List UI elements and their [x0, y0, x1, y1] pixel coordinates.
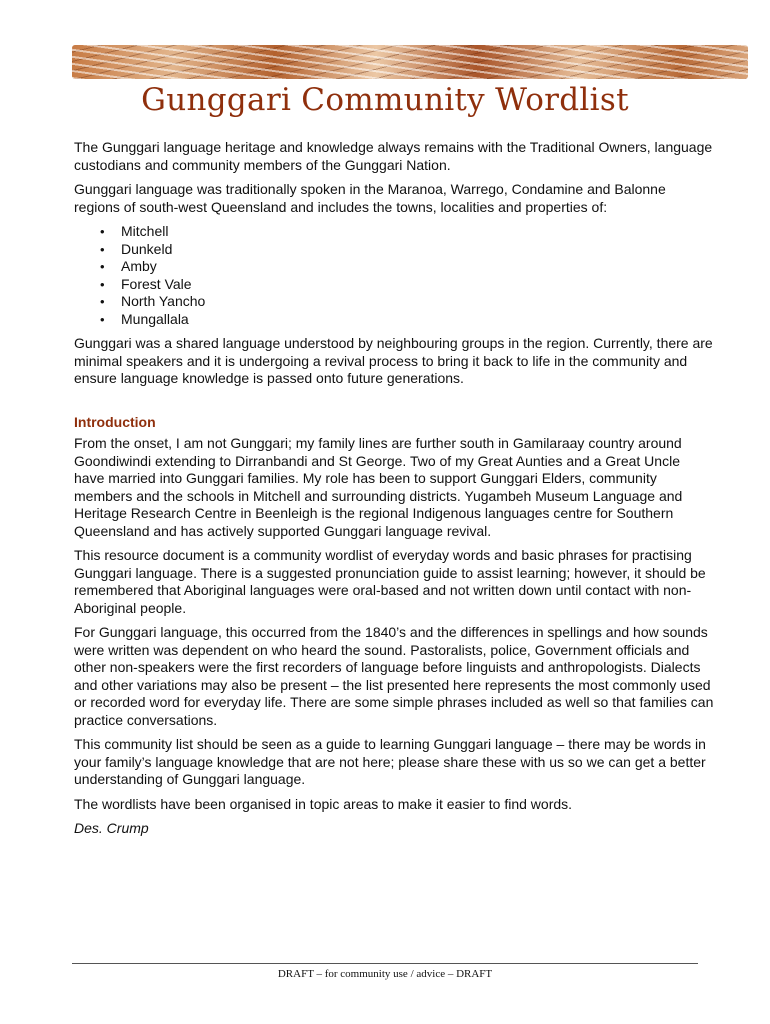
section-heading: Introduction: [74, 413, 156, 430]
document-body: [74, 139, 714, 845]
towns-list: [74, 223, 714, 328]
list-item: • Dunkeld: [100, 240, 173, 257]
footer-text: DRAFT – for community use / advice – DRAFT: [277, 968, 493, 980]
bullet-icon: •: [100, 259, 105, 274]
bullet-icon: •: [100, 224, 105, 239]
paragraph: From the onset, I am not Gunggari; my family lines are further south in Gamilaraay country around Goondiwindi extending to Dirranbandi and St George. Two of my Great Aunties and a Great Uncle have married into Gunggari families. My role has been to support Gunggari Elders, community members and the schools in Mitchell and surrounding districts. Yugambeh Museum Language and Heritage Research Centre in Beenleigh is the regional Indigenous languages centre for Southern Queensland and has actively supported Gunggari language revival.: [74, 435, 683, 539]
signature: Des. Crump: [74, 820, 149, 836]
list-item: • Mitchell: [100, 223, 169, 239]
bullet-icon: •: [100, 311, 105, 327]
bullet-icon: •: [100, 276, 105, 292]
bullet-icon: •: [100, 241, 105, 257]
paragraph: The Gunggari language heritage and knowledge always remains with the Traditional Owners, language custodians and community members of the Gunggari Nation.: [74, 139, 713, 173]
paragraph: This community list should be seen as a guide to learning Gunggari language – there may be words in your family’s language knowledge that are not here; please share these with us so we can get a better understanding of Gunggari language.: [74, 736, 706, 787]
footer-divider: [72, 963, 698, 964]
decorative-banner: [72, 45, 748, 79]
page-title: Gunggari Community Wordlist: [141, 82, 629, 118]
paragraph: The wordlists have been organised in topic areas to make it easier to find words.: [74, 795, 573, 812]
paragraph: This resource document is a community wordlist of everyday words and basic phrases for practising Gunggari language. There is a suggested pronunciation guide to assist learning; however, it should be remembered that Aboriginal languages were oral-based and not written down until contact with non-Aboriginal people.: [74, 547, 706, 616]
bullet-icon: •: [100, 294, 105, 309]
list-item: • North Yancho: [100, 293, 206, 309]
paragraph: For Gunggari language, this occurred from the 1840’s and the differences in spellings and how sounds were written was dependent on who heard the sound. Pastoralists, police, Government officials and other non-speakers were the first recorders of language before linguists and anthropologists. Dialects and other variations may also be present – the list presented here represents the most commonly used or recorded word for everyday life. There are some simple phrases included as well so that families can practice conversations.: [74, 624, 714, 728]
list-item: • Forest Vale: [100, 275, 192, 292]
list-item: • Amby: [100, 258, 157, 274]
list-item: • Mungallala: [100, 310, 189, 327]
paragraph: Gunggari language was traditionally spoken in the Maranoa, Warrego, Condamine and Balonne regions of south-west Queensland and includes the towns, localities and properties of:: [74, 181, 666, 215]
paragraph: Gunggari was a shared language understood by neighbouring groups in the region. Currently, there are minimal speakers and it is undergoing a revival process to bring it back to life in the community and ensure language knowledge is passed onto future generations.: [74, 335, 713, 386]
